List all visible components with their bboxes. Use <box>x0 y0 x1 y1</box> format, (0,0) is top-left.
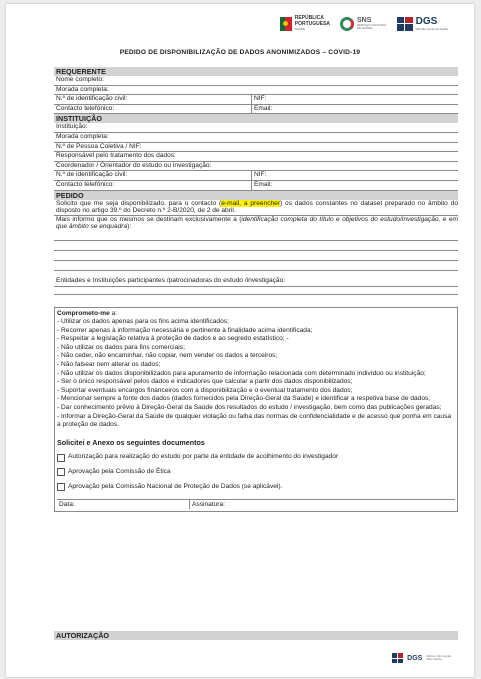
dgs-mark-icon <box>392 653 403 663</box>
commitment-item: - Não utilizar os dados para fins comerciais; <box>57 343 185 351</box>
commitment-item: - Utilizar os dados apenas para os fins acima identificados; <box>57 318 229 326</box>
field-row[interactable] <box>54 123 458 133</box>
field-row <box>54 95 458 105</box>
commitment-item: - Não falsear nem alterar os dados; <box>57 361 161 369</box>
p2-italic: identificação completa do título e objetivos do estudo/investigação, e em que âmbito se enquadra <box>56 215 458 231</box>
document-item <box>57 453 455 462</box>
dgs-mark-icon <box>397 17 413 31</box>
checkbox-icon[interactable] <box>57 454 65 462</box>
flag-emblem-icon <box>280 17 292 31</box>
document-title: PEDIDO DE DISPONIBILIZAÇÃO DE DADOS ANONIMIZADOS – COVID-19 <box>119 49 361 56</box>
pedido-paragraph-1 <box>54 200 458 215</box>
commitment-item: - Informar a Direção-Geral da Saúde de qualquer violação ou falha das normas de confidencialidade e de acesso que ponha em causa a proteção de dados. <box>57 412 452 429</box>
republica-portuguesa-logo <box>280 16 330 31</box>
commitment-item: - Não ceder, não encaminhar, não copiar, nem vender os dados a terceiros; <box>57 352 278 360</box>
field-label: N.º de Pessoa Coletiva / NIF: <box>56 142 142 150</box>
sns-text: SNS <box>357 16 372 24</box>
field-label: Instituição: <box>56 123 88 131</box>
documents-title: Solicitei e Anexo os seguintes documentos <box>57 437 205 447</box>
date-field[interactable]: Data: <box>59 501 75 509</box>
sns-sub1: SERVIÇO NACIONAL <box>357 22 387 27</box>
signature-row <box>57 499 455 509</box>
p2-text-after: ): <box>127 223 132 231</box>
blank-line[interactable] <box>54 231 458 241</box>
checkbox-icon[interactable] <box>57 483 65 491</box>
commitment-item: - Não utilizar os dados disponibilizados para apuramento de informação relacionada com determinado indivíduo ou instituição; <box>57 369 426 377</box>
field-label[interactable]: NIF: <box>251 171 458 180</box>
rp-line2: PORTUGUESA <box>294 20 331 27</box>
email-highlight[interactable]: e-mail, a preencher <box>221 199 281 207</box>
field-label: Responsável pelo tratamento dos dados: <box>56 152 176 160</box>
rp-line1: REPÚBLICA <box>294 15 324 21</box>
field-row <box>54 171 458 181</box>
sns-logo <box>340 17 387 31</box>
header-logos <box>280 16 448 31</box>
field-label: Coordenador / Orientador do estudo ou investigação: <box>56 161 212 169</box>
field-label[interactable]: Contacto telefónico: <box>56 180 115 188</box>
footer-dgs-text: DGS <box>407 654 423 662</box>
field-row[interactable] <box>54 143 458 153</box>
section-requerente: REQUERENTE <box>54 67 458 76</box>
document-label: Aprovação pela Comissão Nacional de Proteção de Dados (se aplicável). <box>68 482 283 490</box>
footer-logo <box>392 653 452 663</box>
checkbox-icon[interactable] <box>57 468 65 476</box>
blank-line[interactable] <box>54 251 458 261</box>
field-row[interactable] <box>54 133 458 143</box>
commitment-item: - Dar conhecimento prévio à Direção-Geral da Saúde dos resultados do estudo / investigação, bem como das publicações geradas; <box>57 404 442 412</box>
blank-line[interactable] <box>54 261 458 271</box>
field-label: Morada completa: <box>56 132 109 140</box>
section-instituicao: INSTITUIÇÃO <box>54 114 458 123</box>
field-label[interactable]: N.º de identificação civil: <box>56 95 128 103</box>
p2-text: Mais informo que os mesmos se destinam exclusivamente a ( <box>56 215 242 223</box>
signature-field[interactable]: Assinatura: <box>189 500 455 509</box>
field-row <box>54 105 458 115</box>
commitment-title: Comprometo-me <box>57 309 110 317</box>
document-page <box>6 4 474 677</box>
rp-sub: SAÚDE <box>294 27 306 31</box>
field-label: Morada completa: <box>56 85 109 93</box>
commitment-item: - Recorrer apenas à informação necessária e pertinente à finalidade acima identificada; <box>57 326 313 334</box>
blank-line[interactable] <box>54 287 458 295</box>
p1-text: Solicito que me seja disponibilizado, para o contacto ( <box>56 199 222 207</box>
field-label: Nome completo: <box>56 76 105 83</box>
field-label[interactable]: N.º de identificação civil: <box>56 171 128 179</box>
footer-mini2: Mais saúde. <box>426 657 443 661</box>
field-label[interactable]: Email: <box>251 105 458 114</box>
commitment-title-suffix: a: <box>109 309 118 317</box>
section-autorizacao: AUTORIZAÇÃO <box>54 631 458 640</box>
request-form <box>54 67 458 512</box>
field-row[interactable] <box>54 76 458 86</box>
autorizacao-section <box>54 631 458 640</box>
section-pedido: PEDIDO <box>54 191 458 200</box>
document-label: Autorização para realização do estudo por parte da entidade de acolhimento do investigador <box>68 453 339 461</box>
field-row <box>54 181 458 191</box>
commitment-item: - Suportar eventuais encargos financeiros com a disponibilização e o eventual tratamento dos dados; <box>57 386 353 394</box>
dgs-logo <box>397 17 448 31</box>
field-row[interactable] <box>54 152 458 162</box>
sns-sub2: DE SAÚDE <box>357 26 373 30</box>
p1-text-after: ) os dados constantes no dataset preparado no âmbito do disposto no artigo 39.º do Decreto n.º 2-B/2020, de 2 de abril. <box>56 199 458 215</box>
entidades-label: Entidades e Instituições participantes /patrocinadoras do estudo /investigação: <box>56 276 286 284</box>
field-row[interactable] <box>54 277 458 287</box>
document-item <box>57 468 455 477</box>
document-label: Aprovação pela Comissão de Ética <box>68 468 171 475</box>
dgs-sub: Direção-Geral da Saúde <box>415 26 448 31</box>
commitment-item: - Ser o único responsável pelos dados e indicadores que calcular a partir dos dados disponibilizados; <box>57 378 353 386</box>
field-label[interactable]: NIF: <box>251 95 458 104</box>
field-label[interactable]: Contacto telefónico: <box>56 104 115 112</box>
commitment-item: - Respeitar a legislação relativa à proteção de dados e ao segredo estatístico; - <box>57 335 289 343</box>
commitment-box <box>54 307 458 513</box>
field-row[interactable] <box>54 86 458 96</box>
document-item <box>57 483 455 492</box>
pedido-paragraph-2 <box>54 215 458 231</box>
dgs-text: DGS <box>415 15 438 27</box>
field-row[interactable] <box>54 162 458 172</box>
field-label[interactable]: Email: <box>251 181 458 190</box>
footer-mini1: Melhor informação. <box>426 653 452 658</box>
blank-line[interactable] <box>54 241 458 251</box>
sns-ring-icon <box>340 17 354 31</box>
commitment-item: - Mencionar sempre a fonte dos dados (dados fornecidos pela Direção-Geral da Saúde) e identificar a respetiva base de dados; <box>57 395 431 403</box>
